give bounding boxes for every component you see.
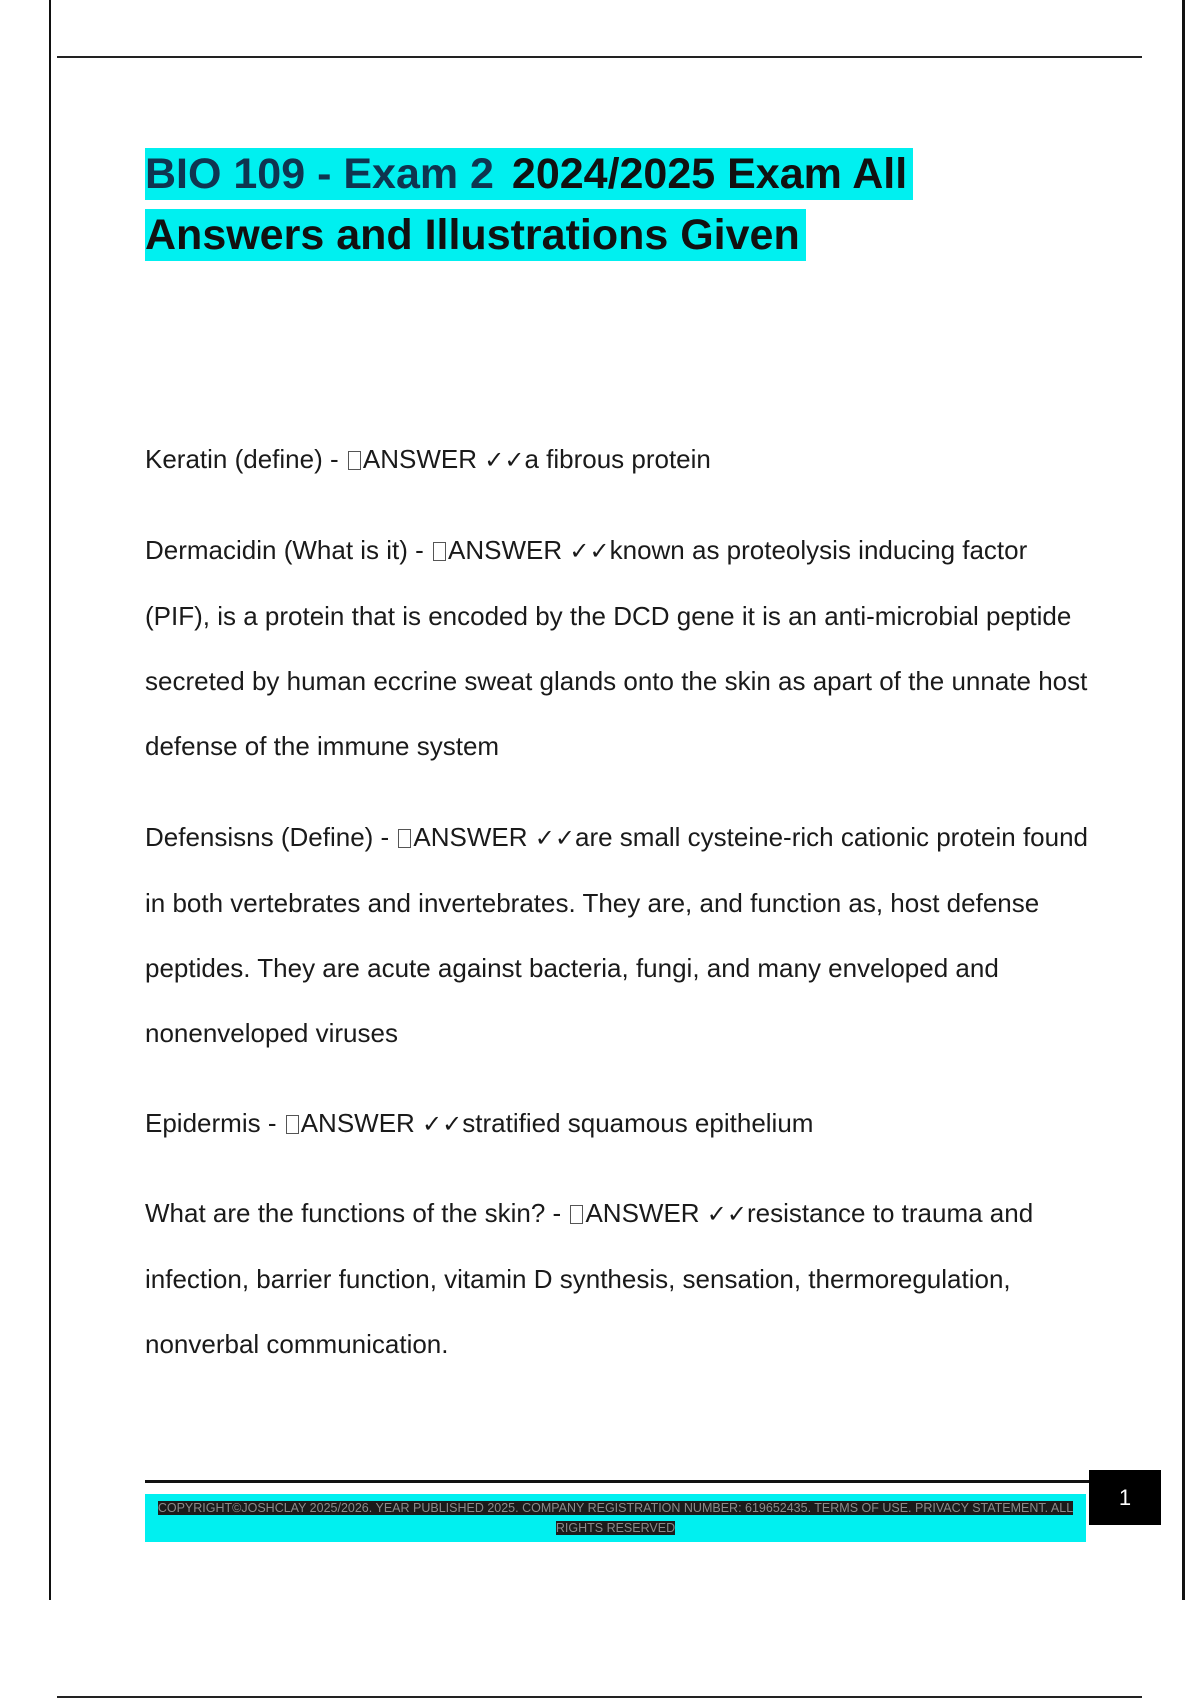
answer-marker-icon xyxy=(570,1205,583,1224)
question-text: Epidermis - xyxy=(145,1108,284,1138)
answer-label: ANSWER xyxy=(585,1198,707,1228)
answer-marker-icon xyxy=(433,542,446,561)
page-border-left xyxy=(49,0,51,1600)
question-text: Keratin (define) - xyxy=(145,444,346,474)
answer-text: are small cysteine-rich cationic protein found in both vertebrates and invertebrates. They are, and function as, host defense peptides. They are acute against bacteria, fungi, and many enveloped and nonenveloped viruses xyxy=(145,822,1089,1048)
page-border-right xyxy=(1182,0,1185,1600)
footer-copyright xyxy=(145,1494,1086,1542)
footer-rule xyxy=(145,1480,1090,1483)
answer-text: known as proteolysis inducing factor (PIF), is a protein that is encoded by the DCD gene it is an anti-microbial peptide secreted by human eccrine sweat glands onto the skin as apart of the unnate host defense of the immune system xyxy=(145,535,1088,761)
page-number: 1 xyxy=(1089,1470,1161,1525)
qa-item-dermacidin xyxy=(145,518,1095,779)
answer-text: resistance to trauma and infection, barrier function, vitamin D synthesis, sensation, thermoregulation, nonverbal communication. xyxy=(145,1198,1034,1359)
page-bottom-rule xyxy=(57,1696,1142,1698)
checkmark-icon: ✓✓ xyxy=(706,1200,748,1228)
question-text: Dermacidin (What is it) - xyxy=(145,535,432,565)
answer-marker-icon xyxy=(398,829,411,848)
answer-text: stratified squamous epithelium xyxy=(462,1108,814,1138)
checkmark-icon: ✓✓ xyxy=(569,537,610,565)
checkmark-icon: ✓✓ xyxy=(484,446,525,474)
qa-item-skin-functions xyxy=(145,1181,1095,1377)
qa-item-keratin xyxy=(145,444,1095,475)
checkmark-icon: ✓✓ xyxy=(534,824,575,852)
header-rule xyxy=(57,56,1142,58)
question-text: What are the functions of the skin? - xyxy=(145,1198,569,1228)
answer-label: ANSWER xyxy=(362,444,485,474)
title-part-2: 2024/2025 Exam All Answers and Illustrations Given xyxy=(145,148,913,261)
qa-item-defensins xyxy=(145,805,1095,1066)
answer-marker-icon xyxy=(348,451,361,470)
copyright-text: COPYRIGHT©JOSHCLAY 2025/2026. YEAR PUBLISHED 2025. COMPANY REGISTRATION NUMBER: 619652435. TERMS OF USE. PRIVACY STATEMENT. ALL RIGHTS RESERVED xyxy=(157,1501,1074,1535)
document-title xyxy=(145,144,1045,266)
answer-text: a fibrous protein xyxy=(524,444,711,474)
answer-marker-icon xyxy=(286,1115,299,1134)
answer-label: ANSWER xyxy=(413,822,535,852)
qa-item-epidermis xyxy=(145,1108,1095,1139)
checkmark-icon: ✓✓ xyxy=(422,1110,463,1138)
answer-label: ANSWER xyxy=(448,535,570,565)
title-part-1: BIO 109 - Exam 2 xyxy=(145,148,500,200)
answer-label: ANSWER xyxy=(300,1108,423,1138)
question-text: Defensisns (Define) - xyxy=(145,822,397,852)
